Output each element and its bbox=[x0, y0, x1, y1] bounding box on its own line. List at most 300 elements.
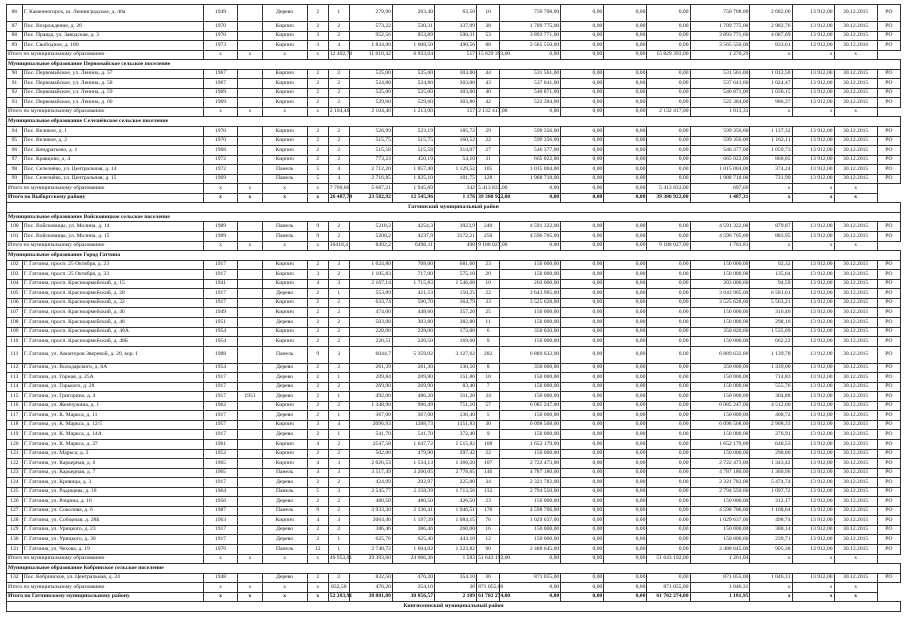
cell-regional-budget: 0,00 bbox=[604, 506, 647, 516]
cell-floors: 2 bbox=[307, 363, 328, 373]
cell-local-budget: 0,00 bbox=[647, 337, 690, 347]
cell-limit-cost: 13 912,00 bbox=[792, 373, 834, 383]
cell-year-built: 1969 bbox=[203, 174, 238, 184]
housing-register-table bbox=[6, 4, 901, 612]
cell-row-number: 101 bbox=[7, 232, 23, 242]
cell-year-reconstructed: x bbox=[238, 193, 262, 203]
cell-residents: 10 bbox=[477, 5, 500, 22]
cell-entrances: 10418,4 bbox=[328, 241, 349, 251]
cell-residential-area: 3 127,62 bbox=[435, 346, 477, 363]
cell-entrances: 2 bbox=[328, 298, 349, 308]
cell-wall-material: Кирпич bbox=[262, 155, 307, 165]
cell-completion-date: x bbox=[834, 554, 877, 564]
cell-fund-financing: 0,00 bbox=[561, 50, 604, 60]
cell-unit-cost: 312,17 bbox=[750, 497, 792, 507]
cell-year-reconstructed bbox=[238, 478, 262, 488]
table-row bbox=[7, 317, 901, 327]
cell-address: Пос. Селезнёво, ул. Центральная, д. 14 bbox=[22, 165, 203, 175]
cell-floors: 2 bbox=[307, 382, 328, 392]
cell-year-reconstructed bbox=[238, 289, 262, 299]
cell-total-area: 5 687,21 bbox=[349, 184, 392, 194]
cell-entrances: 1 bbox=[328, 5, 349, 22]
cell-local-budget: 0,00 bbox=[647, 98, 690, 108]
cell-wall-material: Дерево bbox=[262, 392, 307, 402]
cell-entrances: 2 bbox=[328, 497, 349, 507]
cell-living-area: 1 647,72 bbox=[392, 439, 434, 449]
table-row bbox=[7, 346, 901, 363]
cell-row-number: 90 bbox=[7, 69, 23, 79]
cell-unit-cost: x bbox=[750, 583, 792, 593]
cell-wall-material: x bbox=[262, 592, 307, 602]
cell-method: РО bbox=[877, 478, 900, 488]
cell-year-built: 1956 bbox=[203, 497, 238, 507]
cell-total-area: 515,75 bbox=[349, 136, 392, 146]
cell-year-reconstructed bbox=[238, 155, 262, 165]
cell-row-number: 95 bbox=[7, 136, 23, 146]
cell-limit-cost: 13 912,00 bbox=[792, 317, 834, 327]
cell-method: РО bbox=[877, 317, 900, 327]
cell-unit-cost: x bbox=[750, 193, 792, 203]
cell-year-built: 1963 bbox=[203, 516, 238, 526]
cell-fund-financing: 0,00 bbox=[561, 260, 604, 270]
cell-regional-budget: 0,00 bbox=[604, 525, 647, 535]
cell-method: РО bbox=[877, 382, 900, 392]
cell-local-budget: 0,00 bbox=[647, 308, 690, 318]
cell-local-budget: 0,00 bbox=[647, 270, 690, 280]
cell-total-cost: 150 000,00 bbox=[500, 337, 561, 347]
cell-address: Г. Гатчина, ул. К. Маркса, д. 14А bbox=[22, 430, 203, 440]
cell-living-area: 269,90 bbox=[392, 382, 434, 392]
cell-owners-funds: 150 000,00 bbox=[690, 308, 750, 318]
cell-owners-funds: 2 722 473,00 bbox=[690, 459, 750, 469]
cell-total-cost: 1 709 775,00 bbox=[500, 22, 561, 32]
cell-method: РО bbox=[877, 127, 900, 137]
cell-residents: 10 bbox=[477, 279, 500, 289]
cell-floors: 2 bbox=[307, 127, 328, 137]
cell-regional-budget: 0,00 bbox=[604, 554, 647, 564]
table-row bbox=[7, 382, 901, 392]
cell-completion-date: 30.12.2015 bbox=[834, 411, 877, 421]
cell-fund-financing: 0,00 bbox=[561, 506, 604, 516]
cell-owners-funds: 1 261,04 bbox=[690, 554, 750, 564]
cell-completion-date: 30.12.2015 bbox=[834, 22, 877, 32]
cell-completion-date: 30.12.2015 bbox=[834, 497, 877, 507]
cell-living-area: 421,53 bbox=[392, 289, 434, 299]
cell-year-reconstructed bbox=[238, 573, 262, 583]
cell-limit-cost: 13 912,00 bbox=[792, 430, 834, 440]
cell-total-area: 832,50 bbox=[349, 573, 392, 583]
cell-address: Г. Гатчина, ул. Урицкого, д. 23 bbox=[22, 525, 203, 535]
cell-completion-date: 30.12.2015 bbox=[834, 525, 877, 535]
cell-wall-material: Кирпич bbox=[262, 401, 307, 411]
cell-floors: 2 bbox=[307, 497, 328, 507]
cell-residents: 29 bbox=[477, 127, 500, 137]
cell-floors: 2 bbox=[307, 392, 328, 402]
cell-residential-area: 36 bbox=[435, 583, 477, 593]
cell-method: РО bbox=[877, 327, 900, 337]
subtotal-row bbox=[7, 50, 901, 60]
cell-living-area: 529,60 bbox=[392, 98, 434, 108]
table-row bbox=[7, 88, 901, 98]
cell-fund-financing: 0,00 bbox=[561, 535, 604, 545]
cell-residents: 12 bbox=[477, 535, 500, 545]
cell-fund-financing: 0,00 bbox=[561, 270, 604, 280]
cell-entrances: 2 bbox=[328, 79, 349, 89]
cell-total-area: 3 933,30 bbox=[349, 506, 392, 516]
cell-year-built: 1917 bbox=[203, 411, 238, 421]
cell-residents: 30 bbox=[477, 420, 500, 430]
cell-residential-area: 354,10 bbox=[435, 573, 477, 583]
cell-regional-budget: 0,00 bbox=[604, 298, 647, 308]
cell-living-area: 292,97 bbox=[392, 478, 434, 488]
cell-regional-budget: 0,00 bbox=[604, 573, 647, 583]
cell-regional-budget: 0,00 bbox=[604, 346, 647, 363]
cell-total-area: 492,00 bbox=[349, 392, 392, 402]
cell-fund-financing: 0,00 bbox=[561, 146, 604, 156]
cell-residents: 36 bbox=[477, 573, 500, 583]
cell-entrances: 4 bbox=[328, 174, 349, 184]
cell-entrances: 3 bbox=[328, 346, 349, 363]
cell-local-budget: 0,00 bbox=[647, 346, 690, 363]
cell-row-number: 93 bbox=[7, 98, 23, 108]
cell-year-reconstructed bbox=[238, 69, 262, 79]
cell-fund-financing: 0,00 bbox=[561, 478, 604, 488]
cell-completion-date: 30.12.2015 bbox=[834, 69, 877, 79]
cell-fund-financing: 0,00 bbox=[561, 222, 604, 232]
cell-regional-budget: 0,00 bbox=[604, 69, 647, 79]
cell-total-cost: 150 000,00 bbox=[500, 308, 561, 318]
cell-row-number: 103 bbox=[7, 270, 23, 280]
cell-owners-funds: 3 525 628,00 bbox=[690, 298, 750, 308]
cell-residential-area: 443,10 bbox=[435, 535, 477, 545]
cell-entrances: 3 bbox=[328, 468, 349, 478]
subtotal-row bbox=[7, 107, 901, 117]
cell-residents: 108 bbox=[477, 439, 500, 449]
cell-entrances: 4 bbox=[328, 420, 349, 430]
table-row bbox=[7, 98, 901, 108]
cell-entrances: 2 bbox=[328, 439, 349, 449]
cell-row-number: 132 bbox=[7, 573, 23, 583]
cell-local-budget: 0,00 bbox=[647, 392, 690, 402]
cell-residents: 15 829 393,00 bbox=[477, 50, 500, 60]
cell-completion-date: x bbox=[834, 193, 877, 203]
cell-total-cost: 4 598 706,00 bbox=[500, 506, 561, 516]
cell-owners-funds: 203 000,00 bbox=[690, 279, 750, 289]
cell-living-area: 450,19 bbox=[392, 155, 434, 165]
cell-entrances: 4 bbox=[328, 41, 349, 51]
cell-residents: 44 bbox=[477, 69, 500, 79]
cell-completion-date: 30.12.2015 bbox=[834, 174, 877, 184]
cell-fund-financing: 0,00 bbox=[561, 592, 604, 602]
cell-year-reconstructed bbox=[238, 337, 262, 347]
cell-total-area: 1 624,80 bbox=[349, 260, 392, 270]
cell-owners-funds: 1 015 004,00 bbox=[690, 165, 750, 175]
cell-residents: 250 bbox=[477, 232, 500, 242]
cell-completion-date: 30.12.2015 bbox=[834, 392, 877, 402]
cell-address: Пос. Первомайское, ул. Ленина, д. 59 bbox=[22, 88, 203, 98]
cell-unit-cost: 905,38 bbox=[750, 544, 792, 554]
cell-regional-budget: 0,00 bbox=[604, 289, 647, 299]
cell-completion-date: x bbox=[834, 592, 877, 602]
cell-completion-date: 30.12.2015 bbox=[834, 327, 877, 337]
cell-limit-cost: x bbox=[792, 592, 834, 602]
cell-year-reconstructed bbox=[238, 317, 262, 327]
cell-wall-material: Панель bbox=[262, 174, 307, 184]
cell-year-built: 1941 bbox=[203, 279, 238, 289]
cell-regional-budget: 0,00 bbox=[604, 279, 647, 289]
cell-fund-financing: 0,00 bbox=[561, 136, 604, 146]
cell-year-reconstructed bbox=[238, 411, 262, 421]
cell-total-cost: 150 000,00 bbox=[500, 525, 561, 535]
cell-entrances: 2 bbox=[328, 449, 349, 459]
cell-address: Пос. Великое, д. 1 bbox=[22, 127, 203, 137]
cell-year-built: 1917 bbox=[203, 289, 238, 299]
cell-year-reconstructed bbox=[238, 31, 262, 41]
cell-residential-area: 1 084,15 bbox=[435, 516, 477, 526]
cell-total-cost: 2 794 550,00 bbox=[500, 487, 561, 497]
table-row bbox=[7, 69, 901, 79]
cell-unit-cost: 1 046,31 bbox=[750, 573, 792, 583]
cell-method: РО bbox=[877, 449, 900, 459]
cell-residential-area: 1 176 bbox=[435, 193, 477, 203]
cell-wall-material: Кирпич bbox=[262, 127, 307, 137]
cell-row-number: 92 bbox=[7, 88, 23, 98]
cell-residential-area: 160,52 bbox=[435, 136, 477, 146]
cell-residents: 51 643 192,00 bbox=[477, 554, 500, 564]
cell-fund-financing: 0,00 bbox=[561, 337, 604, 347]
cell-year-built: 1954 bbox=[203, 337, 238, 347]
cell-address: Г. Гатчина, просп. Красноармейский, д. 28 bbox=[22, 289, 203, 299]
cell-floors: 3 bbox=[307, 41, 328, 51]
cell-address: Пос. Кондратьево, д. 1 bbox=[22, 146, 203, 156]
cell-total-cost: 4 596 705,00 bbox=[500, 232, 561, 242]
cell-fund-financing: 0,00 bbox=[561, 411, 604, 421]
cell-living-area: 261,30 bbox=[392, 363, 434, 373]
cell-regional-budget: 0,00 bbox=[604, 449, 647, 459]
cell-unit-cost: 498,74 bbox=[750, 516, 792, 526]
cell-regional-budget: 0,00 bbox=[604, 136, 647, 146]
cell-row-number: 116 bbox=[7, 401, 23, 411]
cell-unit-cost: 860,05 bbox=[750, 155, 792, 165]
cell-owners-funds: 3 893 771,00 bbox=[690, 31, 750, 41]
cell-wall-material: Панель bbox=[262, 346, 307, 363]
subtotal-row bbox=[7, 241, 901, 251]
cell-residents: 22 bbox=[477, 289, 500, 299]
cell-limit-cost: 13 912,00 bbox=[792, 308, 834, 318]
cell-owners-funds: 150 000,00 bbox=[690, 525, 750, 535]
cell-unit-cost: 986,37 bbox=[750, 98, 792, 108]
cell-living-area: 4237,9 bbox=[392, 232, 434, 242]
cell-completion-date: 30.12.2015 bbox=[834, 535, 877, 545]
cell-fund-financing: 0,00 bbox=[561, 155, 604, 165]
cell-year-built: 1969 bbox=[203, 98, 238, 108]
cell-regional-budget: 0,00 bbox=[604, 260, 647, 270]
cell-owners-funds: 546 377,00 bbox=[690, 146, 750, 156]
cell-year-built: 1951 bbox=[203, 317, 238, 327]
cell-owners-funds: 1 181,95 bbox=[690, 592, 750, 602]
cell-row-number: 130 bbox=[7, 535, 23, 545]
cell-completion-date: x bbox=[834, 50, 877, 60]
cell-owners-funds: 150 000,00 bbox=[690, 260, 750, 270]
cell-completion-date: 30.12.2015 bbox=[834, 430, 877, 440]
cell-year-built: x bbox=[203, 592, 238, 602]
cell-wall-material: Дерево bbox=[262, 525, 307, 535]
cell-local-budget: 0,00 bbox=[647, 373, 690, 383]
cell-year-built: 1964 bbox=[203, 487, 238, 497]
cell-regional-budget: 0,00 bbox=[604, 5, 647, 22]
cell-residents: 8 bbox=[477, 363, 500, 373]
cell-address: Пос. Войсковицы, ул. Молина, д. 14 bbox=[22, 222, 203, 232]
cell-total-cost: 150 000,00 bbox=[500, 260, 561, 270]
cell-address: Пос. Кобринское, ул. Центральная, д. 24 bbox=[22, 573, 203, 583]
cell-owners-funds: 1 276,29 bbox=[690, 50, 750, 60]
cell-residential-area: 54,10 bbox=[435, 155, 477, 165]
cell-fund-financing: 0,00 bbox=[561, 401, 604, 411]
cell-year-reconstructed: x bbox=[238, 50, 262, 60]
cell-local-budget: 0,00 bbox=[647, 449, 690, 459]
cell-owners-funds: 150 000,00 bbox=[690, 535, 750, 545]
cell-row-number: 102 bbox=[7, 260, 23, 270]
cell-entrances: 2 bbox=[328, 69, 349, 79]
cell-total-cost: 150 000,00 bbox=[500, 449, 561, 459]
cell-fund-financing: 0,00 bbox=[561, 232, 604, 242]
cell-living-area: 1 604,02 bbox=[392, 544, 434, 554]
cell-residential-area: 1 546,60 bbox=[435, 279, 477, 289]
table-row bbox=[7, 79, 901, 89]
table-row bbox=[7, 535, 901, 545]
cell-owners-funds: 350 020,00 bbox=[690, 327, 750, 337]
cell-limit-cost: 13 912,00 bbox=[792, 337, 834, 347]
cell-floors: 4 bbox=[307, 459, 328, 469]
cell-fund-financing: 0,00 bbox=[561, 430, 604, 440]
cell-method: РО bbox=[877, 487, 900, 497]
cell-limit-cost: 13 912,00 bbox=[792, 544, 834, 554]
cell-completion-date: 30.12.2015 bbox=[834, 155, 877, 165]
cell-year-built: x bbox=[203, 107, 238, 117]
cell-residential-area: 157 bbox=[435, 107, 477, 117]
cell-living-area: 541,70 bbox=[392, 430, 434, 440]
cell-residents: 170 bbox=[477, 506, 500, 516]
cell-floors: 2 bbox=[307, 573, 328, 583]
subtotal-row bbox=[7, 583, 901, 593]
cell-living-area: 1 197,39 bbox=[392, 516, 434, 526]
cell-method: РО bbox=[877, 430, 900, 440]
cell-entrances: 3 bbox=[328, 260, 349, 270]
cell-local-budget: 871 055,00 bbox=[647, 583, 690, 593]
cell-fund-financing: 0,00 bbox=[561, 31, 604, 41]
table-row bbox=[7, 516, 901, 526]
cell-regional-budget: 0,00 bbox=[604, 193, 647, 203]
cell-living-area: 1 715,83 bbox=[392, 279, 434, 289]
cell-entrances: 2 bbox=[328, 308, 349, 318]
cell-total-cost: 2 488 645,00 bbox=[500, 544, 561, 554]
cell-floors: 2 bbox=[307, 449, 328, 459]
cell-completion-date: 30.12.2015 bbox=[834, 468, 877, 478]
cell-total-cost: 3 893 771,00 bbox=[500, 31, 561, 41]
cell-floors: 2 bbox=[307, 88, 328, 98]
cell-unit-cost: 833,61 bbox=[750, 41, 792, 51]
cell-owners-funds: 531 561,00 bbox=[690, 69, 750, 79]
cell-local-budget: 0,00 bbox=[647, 327, 690, 337]
cell-year-built: 1988 bbox=[203, 346, 238, 363]
cell-year-built: 1973 bbox=[203, 41, 238, 51]
cell-year-built: 1967 bbox=[203, 79, 238, 89]
cell-residents: 76 bbox=[477, 516, 500, 526]
cell-completion-date: 30.12.2015 bbox=[834, 136, 877, 146]
cell-fund-financing: 0,00 bbox=[561, 439, 604, 449]
cell-address: Пос. Великое, д. 2 bbox=[22, 136, 203, 146]
cell-owners-funds: 150 000,00 bbox=[690, 497, 750, 507]
district-header-row bbox=[7, 602, 901, 612]
cell-wall-material: x bbox=[262, 193, 307, 203]
cell-limit-cost: 13 912,00 bbox=[792, 127, 834, 137]
cell-floors: 2 bbox=[307, 5, 328, 22]
cell-owners-funds: 150 000,00 bbox=[690, 270, 750, 280]
cell-wall-material: Дерево bbox=[262, 363, 307, 373]
cell-total-area: 367,00 bbox=[349, 411, 392, 421]
cell-regional-budget: 0,00 bbox=[604, 232, 647, 242]
cell-total-cost: 150 000,00 bbox=[500, 270, 561, 280]
cell-limit-cost: 13 912,00 bbox=[792, 88, 834, 98]
cell-completion-date: x bbox=[834, 107, 877, 117]
cell-total-cost: 599 356,00 bbox=[500, 127, 561, 137]
cell-limit-cost: 13 912,00 bbox=[792, 573, 834, 583]
cell-local-budget: 5 413 833,00 bbox=[647, 184, 690, 194]
cell-regional-budget: 0,00 bbox=[604, 392, 647, 402]
cell-residential-area: 1151,83 bbox=[435, 420, 477, 430]
table-row bbox=[7, 155, 901, 165]
cell-total-area: 633,74 bbox=[349, 298, 392, 308]
cell-row-number: 125 bbox=[7, 487, 23, 497]
cell-total-cost: 0,00 bbox=[500, 583, 561, 593]
cell-fund-financing: 0,00 bbox=[561, 327, 604, 337]
district-name: Гатчинский муниципальный район bbox=[7, 203, 901, 213]
cell-residential-area: 83,40 bbox=[435, 382, 477, 392]
cell-wall-material: Кирпич bbox=[262, 136, 307, 146]
cell-residential-area: 1 129,52 bbox=[435, 165, 477, 175]
cell-total-area: 23 582,92 bbox=[349, 193, 392, 203]
cell-local-budget: 0,00 bbox=[647, 279, 690, 289]
cell-limit-cost: 13 912,00 bbox=[792, 146, 834, 156]
cell-limit-cost: x bbox=[792, 241, 834, 251]
cell-total-cost: 150 000,00 bbox=[500, 430, 561, 440]
subtotal-row bbox=[7, 184, 901, 194]
cell-entrances: 2 bbox=[328, 337, 349, 347]
cell-owners-funds: 150 000,00 bbox=[690, 373, 750, 383]
cell-wall-material: Дерево bbox=[262, 373, 307, 383]
cell-completion-date: x bbox=[834, 184, 877, 194]
cell-total-area: 2 026,53 bbox=[349, 459, 392, 469]
cell-owners-funds: 350 000,00 bbox=[690, 363, 750, 373]
cell-unit-cost: x bbox=[750, 592, 792, 602]
cell-row-number: 109 bbox=[7, 327, 23, 337]
cell-living-area: 525,00 bbox=[392, 88, 434, 98]
municipality-header-row bbox=[7, 60, 901, 70]
cell-unit-cost: 4 087,69 bbox=[750, 31, 792, 41]
cell-limit-cost: 13 912,00 bbox=[792, 5, 834, 22]
cell-limit-cost: 13 912,00 bbox=[792, 165, 834, 175]
cell-residents: 146 bbox=[477, 468, 500, 478]
cell-living-area: 1 213,00 bbox=[392, 107, 434, 117]
cell-owners-funds: 150 000,00 bbox=[690, 337, 750, 347]
cell-entrances: 2 bbox=[328, 222, 349, 232]
cell-address: Г. Гатчина, просп. Красноармейский, д. 48 bbox=[22, 317, 203, 327]
cell-limit-cost: 13 912,00 bbox=[792, 439, 834, 449]
cell-living-area: 1 534,13 bbox=[392, 459, 434, 469]
cell-residential-area: 101,75 bbox=[435, 174, 477, 184]
cell-local-budget: 51 643 192,00 bbox=[647, 554, 690, 564]
cell-wall-material: Кирпич bbox=[262, 449, 307, 459]
